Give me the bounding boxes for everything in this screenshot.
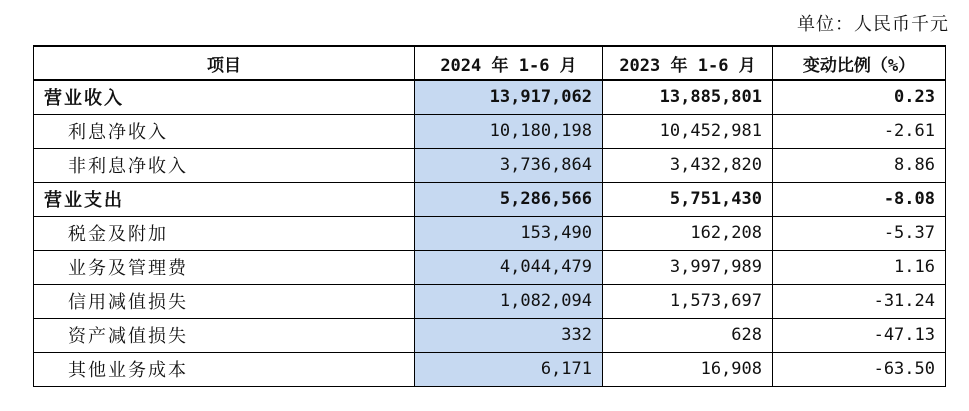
row-label: 非利息净收入 — [34, 148, 415, 182]
income-statement-table — [33, 45, 946, 387]
header-item: 项目 — [34, 46, 415, 80]
row-label: 税金及附加 — [34, 216, 415, 250]
row-label: 信用减值损失 — [34, 284, 415, 318]
table-row — [34, 148, 946, 182]
value-2024: 332 — [415, 318, 603, 352]
value-2024: 13,917,062 — [415, 80, 603, 114]
value-2023: 3,432,820 — [603, 148, 773, 182]
value-change: -63.50 — [773, 352, 946, 386]
value-2023: 13,885,801 — [603, 80, 773, 114]
value-change: 8.86 — [773, 148, 946, 182]
table-row — [34, 352, 946, 386]
header-change-ratio: 变动比例（%） — [773, 46, 946, 80]
value-change: -5.37 — [773, 216, 946, 250]
value-change: 1.16 — [773, 250, 946, 284]
value-2023: 5,751,430 — [603, 182, 773, 216]
row-label: 利息净收入 — [34, 114, 415, 148]
table-row — [34, 284, 946, 318]
table-row — [34, 114, 946, 148]
row-label: 其他业务成本 — [34, 352, 415, 386]
value-2023: 3,997,989 — [603, 250, 773, 284]
header-2023-h1: 2023 年 1-6 月 — [603, 46, 773, 80]
value-2023: 16,908 — [603, 352, 773, 386]
value-2023: 628 — [603, 318, 773, 352]
value-change: 0.23 — [773, 80, 946, 114]
value-2024: 6,171 — [415, 352, 603, 386]
row-label: 营业收入 — [34, 80, 415, 114]
value-2024: 1,082,094 — [415, 284, 603, 318]
row-label: 业务及管理费 — [34, 250, 415, 284]
row-label: 资产减值损失 — [34, 318, 415, 352]
value-2024: 10,180,198 — [415, 114, 603, 148]
row-label: 营业支出 — [34, 182, 415, 216]
value-2024: 4,044,479 — [415, 250, 603, 284]
value-change: -47.13 — [773, 318, 946, 352]
unit-label: 单位：人民币千元 — [797, 14, 949, 35]
value-2024: 5,286,566 — [415, 182, 603, 216]
value-2023: 1,573,697 — [603, 284, 773, 318]
value-2024: 153,490 — [415, 216, 603, 250]
table-row — [34, 318, 946, 352]
value-2023: 162,208 — [603, 216, 773, 250]
table-header-row — [34, 46, 946, 80]
table-row — [34, 216, 946, 250]
value-2024: 3,736,864 — [415, 148, 603, 182]
value-change: -2.61 — [773, 114, 946, 148]
table-row — [34, 80, 946, 114]
value-2023: 10,452,981 — [603, 114, 773, 148]
header-2024-h1: 2024 年 1-6 月 — [415, 46, 603, 80]
table-row — [34, 182, 946, 216]
value-change: -31.24 — [773, 284, 946, 318]
value-change: -8.08 — [773, 182, 946, 216]
table-row — [34, 250, 946, 284]
